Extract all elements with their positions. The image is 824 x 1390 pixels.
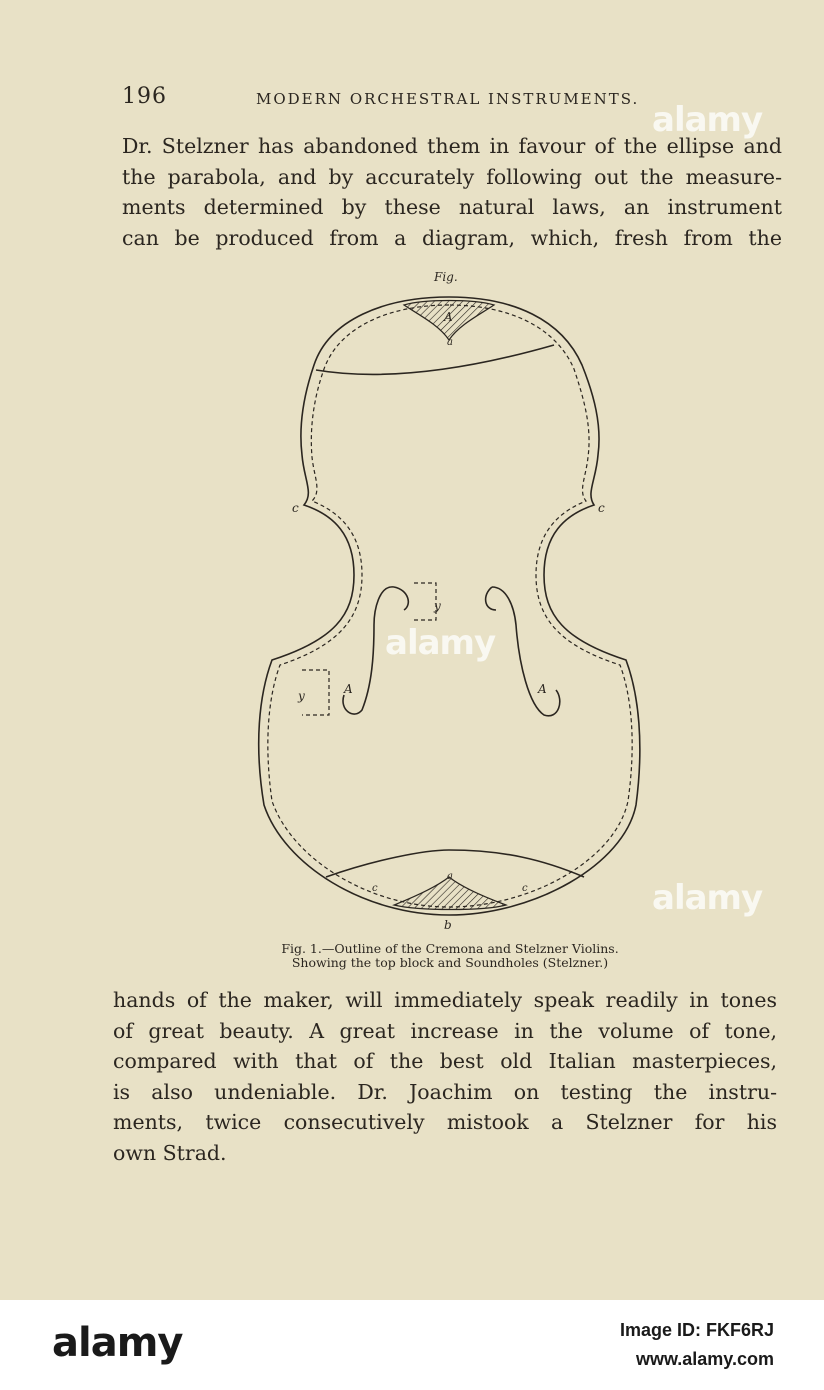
text-line: of great beauty. A great increase in the volume of tone, bbox=[113, 1018, 777, 1043]
label-c-bottom-left: c bbox=[372, 883, 378, 894]
footer-bar bbox=[0, 1300, 824, 1390]
top-block-line bbox=[316, 345, 554, 374]
label-y-left: y bbox=[298, 689, 305, 703]
text-line: the parabola, and by accurately following out the measure- bbox=[122, 164, 782, 189]
text-line: is also undeniable. Dr. Joachim on testing the instru- bbox=[113, 1079, 777, 1104]
figure-caption bbox=[200, 942, 700, 970]
watermark: alamy bbox=[385, 623, 496, 663]
text-line: ments, twice consecutively mistook a Stelzner for his bbox=[113, 1110, 777, 1134]
text-line: hands of the maker, will immediately speak readily in tones bbox=[113, 988, 777, 1012]
label-a-top: A bbox=[444, 310, 453, 324]
watermark: alamy bbox=[652, 878, 763, 918]
image-id: Image ID: FKF6RJ bbox=[619, 1320, 774, 1340]
paragraph-2 bbox=[113, 985, 777, 1168]
caption-line-1: Fig. 1.—Outline of the Cremona and Stelzner Violins. bbox=[281, 941, 619, 956]
violin-outline-figure bbox=[244, 265, 654, 935]
caption-line-2: Showing the top block and Soundholes (Stelzner.) bbox=[291, 955, 609, 970]
text-line: own Strad. bbox=[113, 1140, 227, 1165]
page-number: 196 bbox=[122, 84, 167, 109]
alamy-logo: alamy bbox=[52, 1320, 183, 1366]
footer-meta bbox=[620, 1320, 774, 1370]
label-a-small-bottom: a bbox=[447, 871, 453, 882]
label-b-bottom: b bbox=[444, 918, 452, 932]
label-y-mid: y bbox=[434, 599, 441, 613]
fig-label-top: Fig. bbox=[434, 270, 458, 284]
bottom-block-line bbox=[326, 850, 584, 877]
label-c-right: c bbox=[598, 501, 605, 515]
label-c-bottom-right: c bbox=[522, 883, 528, 894]
text-line: can be produced from a diagram, which, fresh from the bbox=[122, 225, 782, 250]
violin-diagram bbox=[244, 265, 654, 935]
site-url: www.alamy.com bbox=[635, 1349, 774, 1369]
text-line: ments determined by these natural laws, an instrument bbox=[122, 195, 782, 219]
label-a-left-hole: A bbox=[344, 682, 353, 696]
violin-outline-solid bbox=[259, 297, 640, 915]
label-a-small-top: a bbox=[447, 337, 453, 348]
label-a-right-hole: A bbox=[538, 682, 547, 696]
paragraph-1 bbox=[122, 131, 782, 253]
text-line: Dr. Stelzner has abandoned them in favour of the ellipse and bbox=[122, 134, 782, 158]
watermark: alamy bbox=[652, 100, 763, 140]
violin-outline-dashed bbox=[268, 305, 632, 907]
text-line: compared with that of the best old Italian masterpieces, bbox=[113, 1049, 777, 1073]
label-c-left: c bbox=[292, 501, 299, 515]
page-header bbox=[122, 84, 642, 114]
running-head: MODERN ORCHESTRAL INSTRUMENTS. bbox=[256, 90, 640, 108]
